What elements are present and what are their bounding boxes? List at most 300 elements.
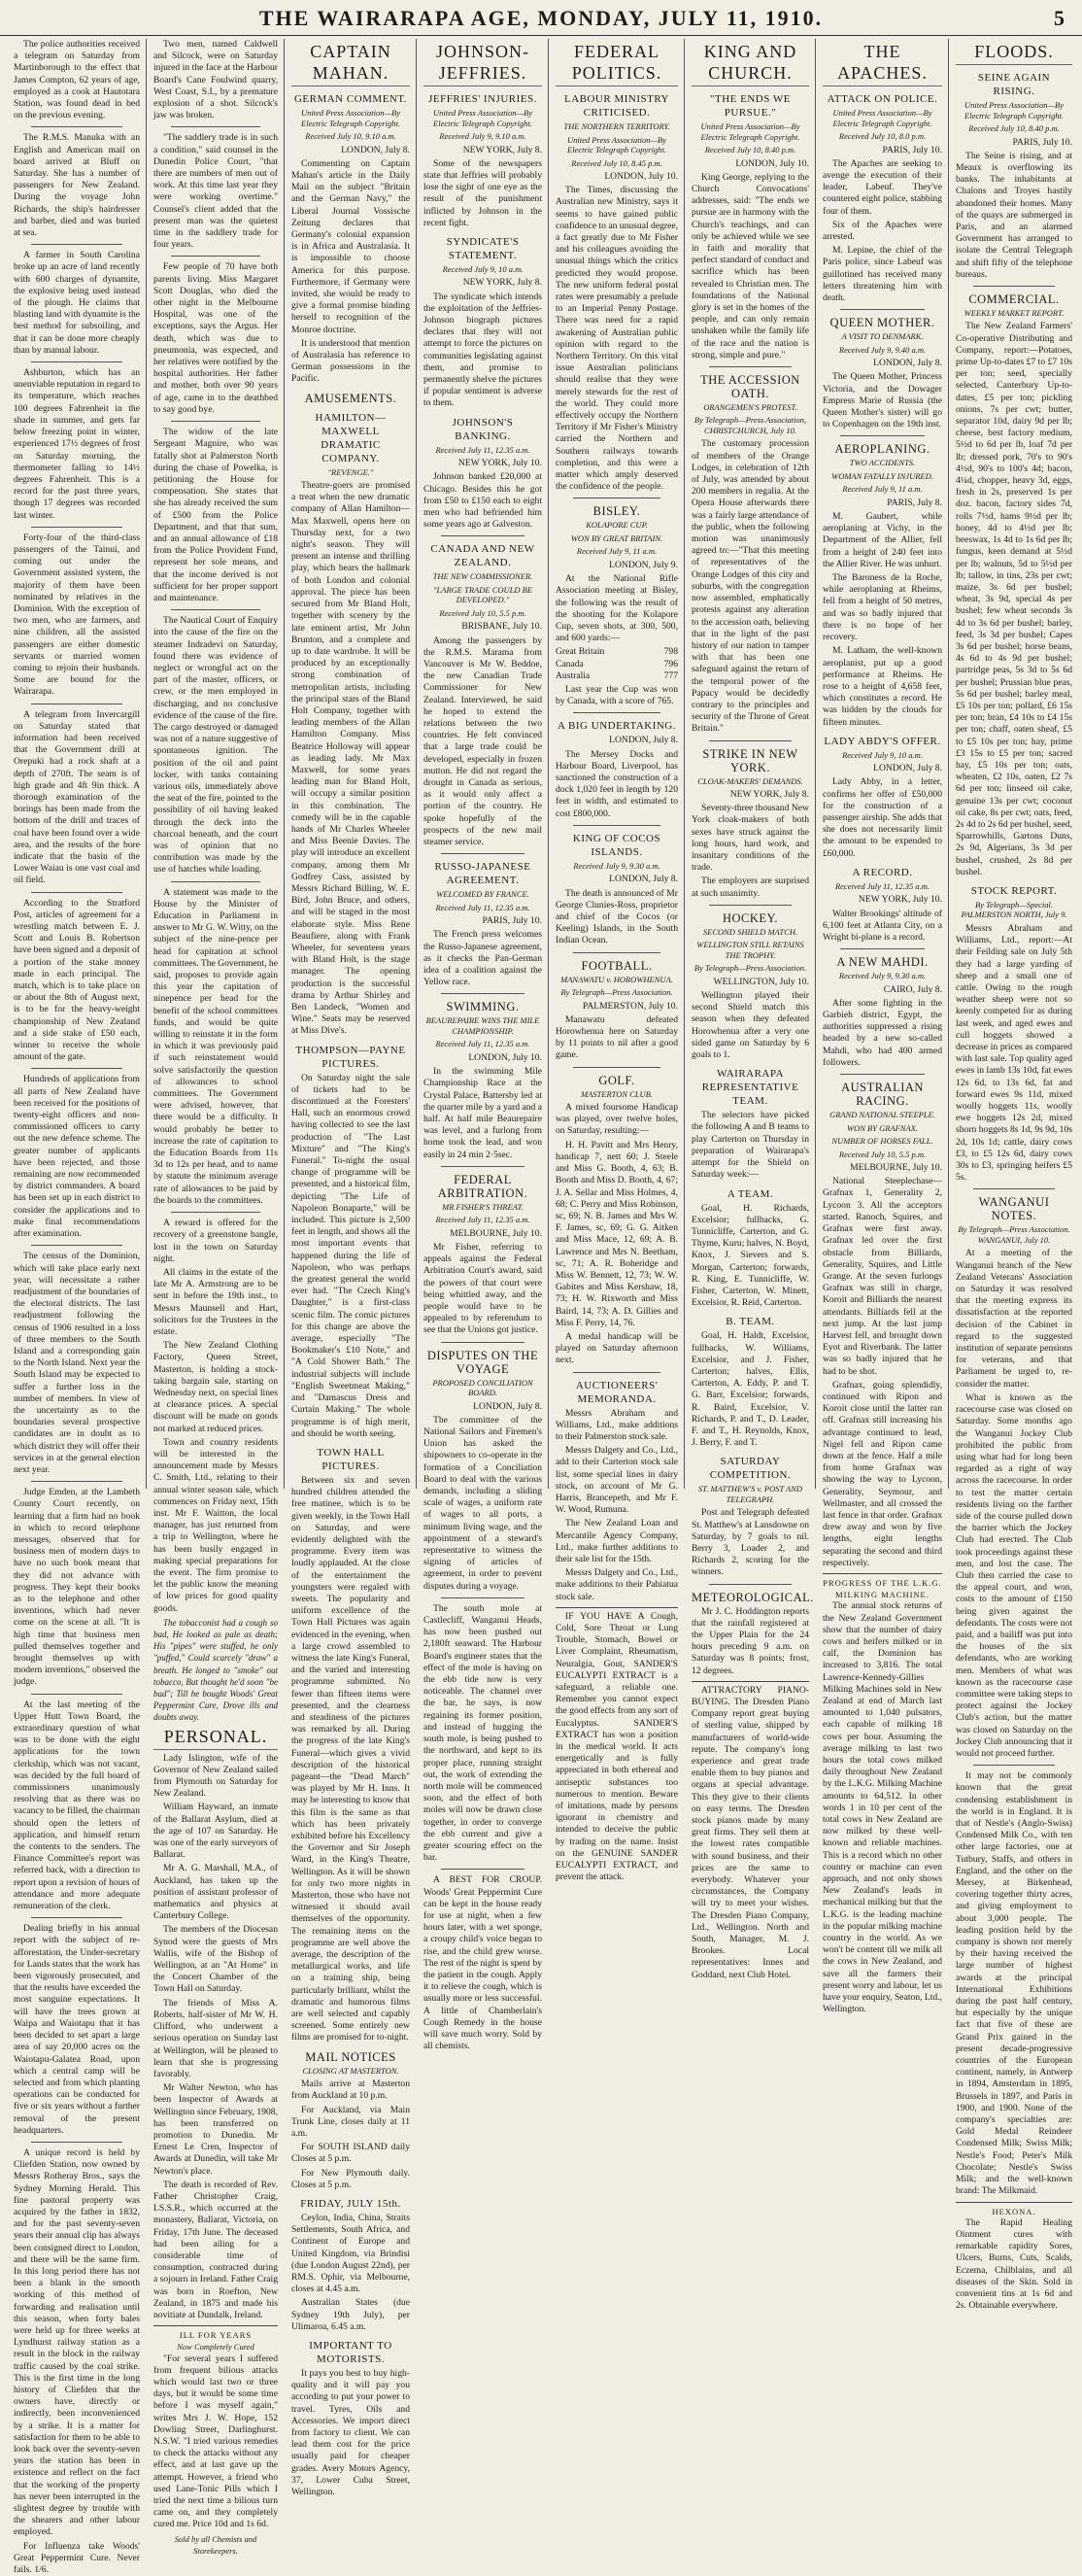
- article-headline: KING OF COCOS ISLANDS.: [572, 832, 661, 858]
- article-paragraph: Among the passengers by the R.M.S. Marama from Vancouver is Mr W. Beddoe, the new Canadian Trade Commissioner for New Zealand. Interviewed, he said he hoped to extend the relations between the two countries. He felt convinced that a large trade could be developed, especially in frozen mutton. He did not regard the drought in Canada as serious, as it would only affect a portion of the country. He spoke hopefully of the prospects of the new mail steamer service.: [423, 635, 542, 848]
- masthead-title: THE WAIRARAPA AGE, MONDAY, JULY 11, 1910.: [258, 6, 824, 30]
- received-time: Received July 9, 11 a.m.: [842, 484, 923, 495]
- column-2: [148, 39, 284, 2556]
- score-table: [556, 646, 678, 682]
- article-paragraph: It may not be commonly known that the great condensing establishment in the world is in England. It is that of Nestle's (Anglo-Swiss) Condensed Milk Co., with ten other large factories, one at Tutbury, Staffs, and others in England, and the other on the Mersey, at Birkenhead, covering together thirty acres, and giving employment to about 3,000 people. The leading position held by the company is shown not merely by their having received the large number of highest awards at the principal International Exhibitions during the past half century, but especially by the unique fact that five of these are Grand Prix gained in the present decade-progressive countries of the European continent, namely, in Antwerp in 1894, Amsterdam in 1895, Brussels in 1897, and Paris in 1900, and 1900. None of the company's specialties are: Gold Medal Reindeer Condensed Milk; Swiss Milk; Nestle's Food; Peter's Milk Chocolate; Nestle's Swiss Milk; and the well-known brand: The Milkmaid.: [956, 1770, 1072, 2197]
- divider: [573, 1372, 660, 1373]
- section-heading: FOOTBALL.: [581, 958, 653, 973]
- received-time: Received July 9, 9.30 a.m.: [573, 860, 660, 871]
- received-time: Received July 9, 10 a.m.: [842, 749, 923, 760]
- article-paragraph: Two men, named Caldwell and Silcock, were on Saturday injured in the face at the Harbour Board's Cane Foulwind quarry, West Coast, S.I., by a premature explosion of a shot. Silcock's jaw was broken.: [153, 39, 278, 121]
- article-paragraph: Mr Fisher, referring to appeals against the Federal Arbitration Court's award, said the powers of that court were being whittled away, and the people would have to be appealed to by referendum to see that the Unions got justice.: [423, 1241, 542, 1336]
- divider: [573, 952, 660, 953]
- verse-advertisement: The tobacconist had a cough so bad, He looked as pale as death; His "pipes" were stuffed, he only "puffed," Could scarcely "draw" a breath. He longed to "smoke" out tobacco, But thought he'd soon "be bad"; Till he bought Woods' Great Peppermint Cure, Drove ills and doubts away.: [153, 1617, 278, 1723]
- article-subheading: "THE ENDS WE PURSUE.": [710, 93, 791, 119]
- article-paragraph: The Mersey Docks and Harbour Board, Liverpool, has sanctioned the construction of a dock 1,020 feet in length by 120 feet in width, and estimated to cost £800,000.: [556, 748, 678, 819]
- article-paragraph: The Baroness de la Roche, while aeroplaning at Rheims, fell from a height of 50 metres, and was so badly injured that there is no hope of her recovery.: [823, 572, 942, 643]
- article-paragraph: The Nautical Court of Enquiry into the cause of the fire on the steamer Indradevi on Saturday, found there was evidence of neglect or wrongful act on the part of the master, officers, or crew, or the men employed in discharging, and no conclusive evidence of the cause of the fire. The cargo destroyed or damaged was not of a nature suggestive of spontaneous ignition. The position of the oil and paint locker, with tanks containing various oils, immediately above the seat of the fire, pointed to the possibility of oil having leaked through the deck into the charcoal beneath, and the court was of opinion that no contribution was made by the use of hatches while loading.: [153, 615, 278, 876]
- article-paragraph: M. Lepine, the chief of the Paris police, since Labeuf was guillotined has received many letters threatening him with death.: [823, 245, 942, 303]
- article-paragraph: In the swimming Mile Championship Race at the Crystal Palace, Battersby led at the quarter mile by a yard and a half. At half mile Beaurepaire was level, and a furlong from home took the lead, and won easily in 24 min 2·5sec.: [423, 1066, 542, 1160]
- article-headline: FEDERAL POLITICS.: [556, 41, 678, 86]
- article-paragraph: Grafnax, going splendidly, continued with Ripon and Koroit close until the latter ran off. Grafnax still increasing his advantage continued to lead, Nigel fell and Ripon came down at the fence. Half a mile from home Grafnax was showing the way to Lycoon, Generality, Seymour, and Wellmaster, and all crossed the last fence in that order. Grafnax drew away and won by five lengths, eight lengths separating the second and third respectively.: [823, 1379, 942, 1568]
- article-paragraph: Judge Emden, at the Lambeth County Court recently, on learning that a firm had no book in which to record telephone messages, observed that for business men of modern days to have no such book meant that they did not advance with progress. They kept their books as to the telephone and other inventions, which had never come on the scene at all. "It is high time that business men pulled themselves together and brought themselves up with modern inventions," observed the judge.: [14, 1487, 140, 1688]
- mail-notice: Ceylon, India, China, Straits Settlements, South Africa, and Continent of Europe and United Kingdom, via Brindisi (due London August 22nd), per RM.S. Ophir, via Melbourne, closes at 4.45 a.m.: [291, 2212, 410, 2295]
- received-time: Received July 9, 11 a.m.: [576, 546, 658, 557]
- advertisement-text: A BEST FOR CROUP. Woods' Great Peppermint Cure can be kept in the house ready for use at night, when a few hours later, with a wet sponge, a croupy child's voice began to rise, and the child grew worse. The rest of the night is spent by the patient in the cough. Apply it to relieve the cough, which is usually more or less successful. A little of Chamberlain's Cough Remedy in the house will save much worry. Sold by all chemists.: [423, 1874, 542, 2052]
- article-subheading: SYNDICATE'S STATEMENT.: [446, 235, 520, 261]
- advertisement: [692, 1681, 809, 1981]
- wire-credit: United Press Association—By Electric Telegraph Copyright.: [964, 100, 1064, 120]
- divider: [171, 1212, 260, 1213]
- divider: [573, 1067, 660, 1068]
- divider: [441, 993, 524, 994]
- article-paragraph: Theatre-goers are promised a treat when the new dramatic company of Allan Hamilton—Max Maxwell, opens here on Thursday next, for a two night's season. They will present an intense and thrilling play, which bears the hallmark of both London and colonial approval. The piece has been secured from Mr Bland Holt, together with scenery by the late eminent artist, Mr John Brunton, and a complete and up to date wardrobe. It will be produced by an exceptionally strong combination of metropolitan artists, including the principal stars of the Bland Holt Company, together with leading members of the Allan Hamilton Company. Miss Beatrice Holloway will appear as leading lady. Mr Max Maxwell, for some years leading man for Bland Holt, will occupy a similar position in this combination. The comedy will be in the capable hands of Mr Charles Wheeler and Miss Beenie Davies. The play will introduce an excellent company, among them Mr Godfrey Cass, assisted by Messrs Richard Billing, W. E. Bird, John Bruce, and others, and will be staged in the most elaborate style. Miss Rene Beaufiere, along with Frank Wheeler, for seventeen years with Bland Holt, is the stage manager. The opening production is the successful drama by Arthur Shirley and Ben Landeck, "Women and Wine." Seats may be reserved at Miss Dive's.: [291, 480, 410, 1037]
- dateline: LONDON, July 8.: [873, 763, 942, 774]
- team-name: Australia: [556, 670, 591, 681]
- article-paragraph: Manawatu defeated Horowhenua here on Saturday by 11 points to nil after a good game.: [556, 1013, 678, 1061]
- article-subheading: CLOAK-MAKERS' DEMANDS.: [697, 775, 803, 786]
- received-time: Received July 11, 12.35 a.m.: [435, 1215, 530, 1225]
- received-time: Received July 9, 10 a.m.: [442, 263, 524, 274]
- article-subheading: WAIRARAPA REPRESENTATIVE TEAM.: [701, 1068, 799, 1108]
- article-subheading: CLOSING AT MASTERTON.: [302, 2065, 399, 2076]
- article-headline: SWIMMING.: [446, 1000, 520, 1014]
- dateline: BRISBANE, July 10.: [461, 621, 542, 633]
- article-paragraph: M. Gaubert, while aeroplaning at Vichy, in the Department of the Allier, fell from a height of 240 feet into the Allier River. He was unhurt.: [823, 511, 942, 569]
- received-time: Received July 11, 12.35 a.m.: [435, 902, 530, 912]
- dateline: MELBOURNE, July 10.: [850, 1162, 942, 1174]
- advertisement-heading: ILL FOR YEARS: [179, 2330, 253, 2341]
- divider: [709, 1584, 792, 1585]
- dateline: NEW YORK, July 10.: [858, 894, 942, 906]
- divider: [31, 527, 122, 528]
- article-subheading: HAMILTON—MAXWELL DRAMATIC COMPANY.: [315, 411, 387, 464]
- dateline: LONDON, July 8.: [873, 358, 942, 369]
- divider: [31, 126, 122, 127]
- article-subheading: MANAWATU v. HOROWHENUA.: [560, 974, 673, 984]
- article-headline: WANGANUI NOTES.: [978, 1195, 1050, 1223]
- article-paragraph: All claims in the estate of the late Mr A. Armstrong are to be sent in before the 19th inst., to Messrs Maunsell and Hart, solicitors for the Trustees in the estate.: [153, 1266, 278, 1337]
- article-paragraph: On Saturday night the sale of tickets had to be discontinued at the Foresters' Hall, such an enormous crowd having collected to see the last production of "The Last Mixture" and "The King's Funeral." To-night the usual change of programme will be presented, and a historical film, depicting "The Life of Napoleon Bonaparte," will be included. This picture is 2,500 feet in length, and shows all the most important events that happened during the life of Napoleon, who was perhaps the greatest general the world ever had. "The Czech King's Daughter," is a first-class scenic film. The comic pictures for this change are above the average, especially "The Bookmaker's £10 Note," and "A Cold Shower Bath." The industrial subjects will include "English Sweetmeat Making," and "Damascus Dress and Curtain Making." The whole programme is of high merit, and should be worth seeing.: [291, 1072, 410, 1439]
- article-subheading: JEFFRIES' INJURIES.: [428, 93, 537, 105]
- article-subheading: TWO ACCIDENTS.: [849, 458, 916, 468]
- divider: [573, 825, 660, 826]
- article-headline: CANADA AND NEW ZEALAND.: [430, 543, 535, 569]
- received-time: Received July 11, 12.35 a.m.: [834, 880, 930, 891]
- advertisement-text: ATTRACTORY PIANO-BUYING. The Dresden Piano Company report great buying of sterling value, shipped by manufacturers of world-wide repute. The company's long experience and great trade enable them to buy pianos and organs at special advantage. This they give to their clients on easy terms. The Dresden stock pianos made by many great firms. They sell them at the lowest rates compatible with sound business, and their prices are the same to everybody. Whatever your circumstances, the Company will try to meet your wishes. The Dresden Piano Company, Ltd., Wellington. North and South, Manager, M. J. Brookes. Local representatives: Innes and Goddard, next Club Hotel.: [692, 1684, 809, 1980]
- dateline: LONDON, July 9.: [609, 559, 678, 570]
- article-paragraph: Six of the Apaches were arrested.: [823, 219, 942, 242]
- article-headline: CAPTAIN MAHAN.: [291, 41, 410, 86]
- article-subheading: JOHNSON'S BANKING.: [452, 416, 514, 442]
- article-subheading: THE NEW COMMISSIONER.: [432, 571, 533, 582]
- advertisement-text: It pays you best to buy high-quality and it will pay you according to put your power to travel. Tyres, Oils and Accessories. We import direct from factory to client. We can lead them cost for the price usually paid for cheaper grades. Avery Motors Agency, 37, Lower Cuba Street, Wellington.: [291, 2368, 410, 2498]
- article-paragraph: The customary procession of members of the Orange Lodges, in celebration of 12th of July, was attended by about 200 members in regalia. At the Opera House afterwards there was a fairly large attendance of the public, when the following motion was unanimously agreed to:—"That this meeting of representatives of the Orange Lodges of this city and suburbs, with the congregation now assembled, emphatically protests against any alteration to the accession oath, believing that in the light of the past history of our nation to tamper with that has been one safeguard against the return of the temporal power of the Papacy would be decidedly contrary to the principles and security of the Throne of Great Britain.": [692, 438, 809, 735]
- advertisement-heading: IMPORTANT TO MOTORISTS.: [309, 2340, 392, 2366]
- dateline: WELLINGTON, July 10.: [713, 976, 809, 987]
- article-paragraph: "The saddlery trade is in such a condition," said counsel in the Dunedin Police Court, "that there are numbers of men out of work. At this time last year they were working overtime." Counsel's client added that the present man was the quietest time in the saddlery trade for four years.: [153, 132, 278, 251]
- article-subheading: WON BY GRAFNAX.: [847, 1122, 918, 1133]
- article-paragraph: A mixed foursome Handicap was played, over twelve holes, on Saturday, resulting:—: [556, 1102, 678, 1137]
- column-rule: [684, 39, 685, 1489]
- divider: [973, 1765, 1055, 1766]
- mail-notice: Mails arrive at Masterton from Auckland at 10 p.m.: [291, 2078, 410, 2102]
- article-paragraph: A farmer in South Carolina broke up an acre of land recently with 600 charges of dynamite, the explosive being used instead of the plough. He claims that blasting land with dynamite is the best method for subsoiling, and that it can be done more cheaply than by manual labour.: [14, 250, 140, 356]
- article-paragraph: National Steeplechase—Grafnax 1, Generality 2, Lycoon 3. All the acceptors started. Ranoch, Squires, and Grafnax were first away. Grafnax led over the first obstacle from Billiards, Generality, Squires, and Little Grange. At the seven furlongs Grafnax was still in charge, Koroit and Billiards the nearest attendants. Billiards fell at the next jump. At the last jump Harvest fell, and brought down Eyot and Riverbank. The latter was so badly injured that he had to be shot.: [823, 1176, 942, 1377]
- divider: [441, 1342, 524, 1343]
- article-paragraph: Wellington played their second Shield match this season when they defeated Horowhenua after a very one sided game on Saturday by 6 goals to 1.: [692, 990, 809, 1061]
- article-paragraph: Ashburton, which has an unenviable reputation in regard to its temperature, which reaches 100 degrees Fahrenheit in the shade in summer, and gets far below freezing point in winter, experienced 17½ degrees of frost on Saturday morning, the thermometer falling to 14½ degrees Fahrenheit. This is a record for the past three years, though 17 degrees was recorded last winter.: [14, 367, 141, 521]
- article-paragraph: Between six and seven hundred children attended the free matinee, which is to be given weekly, in the Town Hall on Saturday, and were evidently delighted with the programme. Every item was loudly applauded. At the close of the entertainment the youngsters were regaled with sweets. The popularity and uniform excellence of the Town Hall Pictures was again evidenced in the evening, when a large crowd assembled to witness the late King's Funeral, and the varied and interesting programme submitted. No fewer than fifteen items were presented, and the clearness and steadiness of the pictures was remarked by all. During the progress of the late King's Funeral—which gives a vivid description of the historical pageant—the "Dead March" was played by Mr H. Inns. It may be interesting to know that this film is the same as that which has been privately exhibited before his Excellency the Governor and Sir Joseph Ward, in the King's Theatre, Wellington. As it will be shown for only two more nights in Masterton, those who have not witnessed it should avail themselves of the opportunity. The remaining items on the programme are well above the average, the description of the metallurgical works, and life on a training ship, being particularly brilliant, whilst the dramatic and humorous films are well selected and capably screened. Some entirely new films are promised for to-night.: [291, 1474, 410, 2044]
- divider: [31, 244, 122, 245]
- article-paragraph: Johnson banked £20,000 at Chicago. Besides this he got from £50 to £150 each to eight men who had befriended him some years ago at Galveston.: [423, 471, 542, 531]
- article-paragraph: King George, replying to the Church Convocations' addresses, said: "The ends we pursue are in harmony with the Church's teachings, and can only be achieved while we see in faith and morality that perfect standard of conduct and sacrifice which has been revealed to Christian men. The foundations of the National glory is set in the homes of the people, and can only remain unshaken while the family life of the race and the nation is strong, simple and pure.": [692, 171, 809, 361]
- article-paragraph: According to the Stratford Post, articles of agreement for a wrestling match between E. J. Scott and Louis B. Robertson have been signed and a deposit of a portion of the stake money made in each principal. The match, which is to take place on or about the 8th of August next, is to be for the heavy-weight championship of New Zealand and a side stake of £50 each, winner to receive the whole amount of the gate.: [14, 897, 140, 1063]
- divider: [31, 1694, 122, 1695]
- mail-notice: Australian States (due Sydney 19th July), per Ulimaroa, 6.45 a.m.: [291, 2297, 410, 2332]
- team-list: Goal, H. Richards, Excelsior; fullbacks, G. Tunnicliffe, Carterton, and G. Thyme, Kuru; halves, N. Boyd, Knox, J. Sievers and S. Morgan, Carterton; forwards, R. King, E. Tunnicliffe, W. Fisher, Carterton, W. Minett, Excelsior, R. Reid, Carterton.: [692, 1202, 809, 1309]
- divider: [171, 609, 260, 610]
- divider: [171, 881, 260, 882]
- divider: [973, 1188, 1055, 1189]
- received-time: Received July 10, 9.10 a.m.: [305, 131, 396, 141]
- wire-credit: By Telegraph—Press Association.: [693, 963, 807, 974]
- article-paragraph: Mr J. C. Hoddington reports that the rainfall registered at the Upper Plain for the 24 hours preceding 9 a.m. on Saturday was 8 points; frost, 12 degrees.: [692, 1605, 809, 1676]
- article-paragraph: Dealing briefly in his annual report with the subject of re-afforestation, the Under-secretary for Lands states that the work has been vigorously prosecuted, and that the results have exceeded the most sanguine expectations. It will have the trees grown at Waipa and Waiotapu that it has been decided to set apart a large area of say 20,000 acres on the Waiotapu-Galatea Road, upon which a central camp will be selected and from which planting operations can be conducted for five or six years without a further removal of the present headquarters.: [14, 1923, 140, 2136]
- article-subheading: THOMPSON—PAYNE PICTURES.: [295, 1044, 406, 1070]
- article-paragraph: The widow of the late Sergeant Magnire, who was fatally shot at Palmerston North during the chase of Powelka, is petitioning the House for compensation. She states that she has already received the sum of £500 from the Police Department, and that that sum, and an annual allowance of £18 from the Police Provident Fund, represent her sole means, and that the income derived is not sufficient for her proper support and maintenance.: [153, 427, 278, 603]
- article-subheading: GRAND NATIONAL STEEPLE.: [829, 1110, 935, 1120]
- article-subheading: KOLAPORE CUP.: [586, 520, 648, 531]
- dateline: NEW YORK, July 8.: [462, 277, 542, 289]
- column-rule: [416, 39, 417, 1489]
- article-paragraph: Walter Brookings' altitude of 6,100 feet at Atlanta City, on a Wright bi-plane is a record.: [823, 908, 942, 943]
- article-paragraph: At the National Rifle Association meeting at Bisley, the following was the result of the shooting for the Kolapore Cup, seven shots, at 300, 500, and 600 yards:—: [556, 573, 678, 644]
- article-paragraph: Seventy-three thousand New York cloak-makers of both sexes have struck against the long hours, hard work, and insanitary conditions of the trade.: [692, 803, 809, 874]
- advertisement: [153, 2325, 278, 2557]
- article-paragraph: A telegram from Invercargill on Saturday stated that information had been received that the Government drill at Orepuki had a rock shaft at a depth of 270ft. The seam is of high grade and 4ft 9in thick. A thorough examination of the borings has been made from the bottom of the drill and traces of coal have been found over a wide area, and the results of the bore indicate that the basin of the Lower Waiau is one vast coal and oil field.: [14, 708, 140, 886]
- divider: [840, 309, 925, 310]
- article-subheading: WOMAN FATALLY INJURED.: [831, 470, 933, 481]
- column-1: [8, 39, 146, 2576]
- article-paragraph: The committee of the National Sailors and Firemen's Union has asked the shipowners to co-operate in the formation of a Conciliation Board to deal with the various demands, including a sliding scale of wages, a uniform rate of wages to all ports, a minimum living wage, and the appointment of a steward's representative to witness the signing of articles of agreement, in order to prevent disputes during a voyage.: [423, 1414, 542, 1592]
- article-subheading: TOWN HALL PICTURES.: [317, 1446, 385, 1472]
- dateline: LONDON, July 10.: [735, 157, 809, 169]
- article-paragraph: Post and Telegraph defeated St. Matthew's at Lansdowne on Saturday, by 7 goals to nil. Berry 3, Loader 2, and Richards 2, scoring for the winners.: [692, 1507, 809, 1578]
- article-paragraph: It is understood that mention of Australasia has reference to German possessions in the Pacific.: [291, 337, 410, 385]
- article-paragraph: Town and country residents will be interested in the announcement made by Messrs C. Smith, Ltd., relating to their annual winter season sale, which commences on Friday next, 15th inst. Mr F. Waitton, the local manager, has just returned from a trip to Wellington, where he has been busily engaged in making special preparations for the event. The firm promise to let the public know the meaning of low prices for good quality goods.: [153, 1436, 278, 1614]
- divider: [31, 892, 122, 893]
- article-subheading: "LARGE TRADE COULD BE DEVELOPED.": [432, 584, 533, 605]
- table-row: [556, 670, 678, 682]
- team-list: Goal, H. Haldt, Excelsior, fullbacks, W. Williams, Excelsior, and J. Fisher, Carterton; halves, Ellis, Carterton, A. Eddy, P. and T. G. Barr, Excelsior; forwards, R. Baird, Excelsior, V. Richards, P. and T., D. Leader, F. and T., H. Reynolds, Knox, J. Berry, F. and T.: [692, 1330, 809, 1449]
- article-subheading: ST. MATTHEW'S v. POST AND TELEGRAPH.: [697, 1484, 803, 1504]
- article-paragraph: The census of the Dominion, which will take place early next year, will necessitate a rather readjustment of the boundaries of the electoral districts. The last readjustment following the census of 1906 resulted in a loss of three members to the South Island and a corresponding gain to the North Island. Next year the South Island may be expected to suffer a further loss in the number of members. In view of the uncertainty as to the boundaries several prospective candidates are in doubt as to which district they will offer their services in at the general election next year.: [14, 1251, 140, 1475]
- advertisement-text: IF YOU HAVE A Cough, Cold, Sore Throat or Lung Trouble, Stomach, Bowel or Liver Complaint, Rheumatism, Neuralgia, Gout, SANDER'S EUCALYPTI EXTRACT is a safeguard, a reliable one. Remember you cannot expect the good effects from any sort of Eucalyptus. SANDER'S EXTRACT has won a position in the medical world. It acts energetically and is fully appreciated in both ethereal and antiseptic substances too numerous to mention. Beware of imitations, made by persons ignorant in chemistry and intended to deceive the public by trading on the name. Insist on the GENUINE SANDER EUCALYPTI EXTRACT, and prevent the attack.: [556, 1610, 678, 1883]
- advertisement: [823, 1573, 942, 2016]
- article-paragraph: The south mole at Castlecliff, Wanganui Heads, has now been pushed out 2,180ft seaward. The Harbour Board's engineer states that the effect of the mole is having on the ebb tide now is very noticeable. The channel over the bar, he says, is now regaining its former position, and instead of hugging the south mole, is being pushed to the northward, and kept to its proper place, running straight out, the work of extending the north mole will be commenced soon, and the effect of both moles will now be drawn close together, in order to converge the ebb current and give a greater scouring effect on the bar.: [423, 1602, 542, 1864]
- market-report: Messrs Abraham and Williams, Ltd., report:—At their Feilding sale on July 5th they had a large yarding of sheep and a small one of cattle. Owing to the rough weather sheep were not so keenly competed for as during last week, and aged ewes and cull hoggets showed a decrease in prices as compared with last sale. Top quality aged ewes in lamb 13s 10d, fat ewes 12s 6d, to 13s 6d, fat and forward ewes 9s 11d, mixed woolly hoggets 11s, woolly ewe hoggets 12s 2d, mixed shorn hoggets 8s 1d, 9s 9d, 10s 2d, 10s 1d; cattle, dairy cows £3, to £5 12s 6d, dairy cows 30s to £3, springing heifers £5 5s.: [956, 922, 1072, 1184]
- article-subheading: SECOND SHIELD MATCH.: [702, 926, 798, 937]
- divider: [840, 435, 925, 436]
- article-paragraph: The New Zealand Clothing Factory, Queen Street, Masterton, is holding a stock-taking bargain sale, starting on Wednesday next, on special lines at clearance prices. A special discount will be made on goods not marked at reduced prices.: [153, 1340, 278, 1434]
- divider: [31, 1245, 122, 1246]
- received-time: Received July 10, 8.45 p.m.: [571, 157, 662, 168]
- article-paragraph: The Seine is rising, and at Meaux is overflowing its banks. The inhabitants at Chalons and Troyes hastily abandoned their homes. Many of the quays are submerged in Paris, and an alarmed Government has arranged to isolate the Central Telegraph and shift fifty of the telephone bureaus.: [956, 150, 1072, 280]
- article-headline: FLOODS.: [956, 41, 1072, 65]
- article-subheading: B. TEAM.: [726, 1316, 775, 1328]
- article-paragraph: Some of the newspapers state that Jeffries will probably lose the sight of one eye as the result of the punishment inflicted by Johnson in the recent fight.: [423, 157, 542, 228]
- article-paragraph: Messrs Abraham and Williams, Ltd., make additions to their Palmerston stock sale.: [556, 1407, 678, 1442]
- article-subheading: WEEKLY MARKET REPORT.: [964, 307, 1065, 318]
- article-paragraph: A reward is offered for the recovery of a greenstone bangle, lost in the town on Saturday night.: [153, 1218, 278, 1264]
- received-time: Received July 10, 5.5 p.m.: [838, 1149, 927, 1159]
- divider: [171, 256, 260, 257]
- received-time: Received July 10, 5.5 p.m.: [439, 607, 526, 618]
- article-paragraph: Messrs Dalgety and Co., Ltd., make additions to their Pahiatua stock sale.: [556, 1567, 678, 1602]
- article-headline: JOHNSON-JEFFRIES.: [423, 41, 542, 86]
- divider: [31, 361, 122, 362]
- market-report: The New Zealand Farmers' Co-operative Distributing and Company, report:—Potatoes, prime Up-to-dates £7 to £7 10s per ton; seed, specially selected, Canterbury Up-to-dates, £5 per ton; pickling onions, 7s per cwt; butter, separator 10d, dairy 9d per lb; cheese, best factory medium, 5½d to 6d per lb, loaf 7d per lb; dressed pork, 70's to 90's 4½d, 90's to 100's 4d; bacon, 4¼d, chopper, heavy 3d, eggs, fresh in 2s, preserved 1s per doz. bacon, factory sides 7d, rolls 7½d, hams 9½d per lb; honey, 4d to 4½d per lb; beeswax, 1s 4d to 1s 6d per lb; fungus, keen demand at 5½d per lb; walnuts, 5d to 5½d per lb; tallow, in tins, 23s per cwt; maize, 3s 6d per bushel; wheat, 3s 9d, special 4s per bushel; few wheat seconds 3s 4d to 3s 6d per bushel; barley, feed, 3s 3d per bushel; Capes 3s 6d per bushel; horse beans, 4s 6d to 4s 9d per bushel; partridge peas, 5s 3d to 5s 6d per bushel; Prussian blue peas, 5s 6d per bushel; barley meal, £5 10s per ton; pollard, £6 15s per ton; bran, £4 10s to £4 15s per ton; chaff, oaten sheaf, £5 to £5 10s per ton; hay, prime £3 15s to £5 per ton; sacred hay, £5 10s per ton; oats, wheaten, £2 10s, oaten, £2 7s 6d per ton; linseed oil cake, genuine 13s per cwt; coconut oil cake, 8s per cwt; oats, feed, 2s 4d to 2s 6d per bushel, seed, Sparrowhills, Gartons Duns, 2s 9d, Algerians, 3s 3d per bushel, crushed, 2s 8d per bushel.: [956, 321, 1072, 877]
- column-rule: [948, 39, 949, 1489]
- divider: [973, 286, 1055, 287]
- divider: [31, 1481, 122, 1482]
- received-time: Received July 10, 8.40 p.m.: [968, 123, 1060, 133]
- column-3: [286, 39, 416, 2498]
- dateline: PARIS, July 10.: [1012, 136, 1072, 148]
- dateline: NEW YORK, July 8.: [729, 789, 809, 801]
- article-paragraph: Commenting on Captain Mahan's article in the Daily Mail on the subject "Britain and the German Navy," the Liberal Journal Vossische Zeitung declares that Germany's colonial expansion is in Africa and Australasia. It is impossible to choose America for this purpose. Furthermore, if Germany were invited, she would be ready to give a formal promise binding herself to recognition of the Monroe doctrine.: [291, 157, 410, 335]
- team-name: Great Britain: [556, 646, 605, 658]
- divider: [840, 948, 925, 949]
- wire-credit: United Press Association—By Electric Telegraph Copyright.: [301, 108, 400, 128]
- advertisement-subheading: Now Completely Cured: [177, 2342, 254, 2353]
- dateline: LONDON, July 8.: [473, 1400, 542, 1412]
- section-heading: AMUSEMENTS.: [304, 391, 397, 405]
- article-subheading: WON BY GREAT BRITAIN.: [570, 532, 663, 543]
- column-rule: [548, 39, 549, 1489]
- team-score: 798: [663, 646, 678, 658]
- divider: [31, 1068, 122, 1069]
- section-heading: HOCKEY.: [722, 910, 779, 925]
- article-headline: BISLEY.: [592, 504, 641, 519]
- article-paragraph: The police authorities received a telegram on Saturday from Martinborough to the effect that James Compton, 62 years of age, employed as a cook at Hautotara Station, was found dead in bed on the previous evening.: [14, 39, 140, 121]
- personal-item: Lady Islington, wife of the Governor of New Zealand sailed from Plymouth on Saturday for New Zealand.: [153, 1752, 278, 1800]
- article-subheading: LADY ABDY'S OFFER.: [824, 735, 941, 747]
- mail-notice: For New Plymouth daily. Closes at 5 p.m.: [291, 2167, 410, 2190]
- wire-credit: United Press Association—By Electric Telegraph Copyright.: [567, 134, 666, 155]
- article-headline: FEDERAL ARBITRATION.: [437, 1172, 528, 1200]
- article-subheading: PROPOSED CONCILIATION BOARD.: [432, 1377, 533, 1398]
- article-subheading: A RECORD.: [852, 866, 913, 878]
- divider: [31, 2142, 122, 2143]
- article-subheading: SATURDAY COMPETITION.: [709, 1456, 792, 1482]
- article-paragraph: A unique record is held by Cliefden Station, now owned by Messrs Rotheray Bros., says the Sydney Morning Herald. This fine pastoral property was acquired by the father in 1832, and for the past seventy-seven years their annual clip has always been consigned direct to London, and there will be the same firm. In this long period there has not been a blank in the smooth working of this method of forwarding and realisation until this season, when forty bales were held up for three weeks at Lyndhurst railway station as a result in the block in the railway traffic caused by the coal strike. This is the first time in the long history of Cliefden that the owners have, directly or indirectly, been inconvenienced by a strike. It is a matter for satisfaction for them to be able to look back over the seventy-seven years the station has been in existence and reflect on the fact that the working of the property has never been interrupted in the slightest degree by trouble with the shearers and other labour employed.: [14, 2147, 140, 2538]
- article-paragraph: The employers are surprised at such unanimity.: [692, 876, 809, 899]
- article-headline: THE APACHES.: [823, 41, 942, 86]
- article-paragraph: At a meeting of the Wanganui branch of the New Zealand Veterans' Association on Saturday it was resolved that the meeting express its dissatisfaction at the reported decision of the Cabinet in regard to the suggested institution of separate pensions for veterans, and that Parliament be urged to, re-consider the matter.: [956, 1248, 1072, 1390]
- article-paragraph: What is known as the racecourse case was closed on Saturday. Some months ago the Wanganui Jockey Club prohibited the public from using what had for long been regarded as a right of way across the racecourse. In order to test the matter certain residents living on the farther side of the course pulled down the barrier which the Jockey Club had erected. The Club took proceedings against these men, and lost the case. The Club then carried the case to the appeal court, and won, costs to the amount of £150 being given against the defendants. The costs were not paid, and a bailiff was put into the houses of the six defendants, who are working men. Members of what was known as the racecourse case committee were taking steps to protect against the Jockey Club's action, but the matter was closed on Saturday on the Jockey Club announcing that it would not proceed further.: [956, 1391, 1072, 1759]
- article-headline: DISPUTES ON THE VOYAGE: [426, 1348, 539, 1376]
- article-headline: A NEW MAHDI.: [836, 955, 929, 970]
- dateline: LONDON, July 10.: [468, 1051, 542, 1063]
- wire-credit: By Telegraph—Press Association.: [560, 987, 673, 998]
- personal-item: The friends of Miss A. Roberts, half-sister of Mr W. H. Clifford, who underwent a serious operation on Sunday last at Wellington, will be pleased to learn that she is progressing favorably.: [153, 1997, 278, 2079]
- divider: [441, 1166, 524, 1167]
- divider: [840, 1074, 925, 1075]
- dateline: PARIS, July 10.: [482, 915, 542, 927]
- article-headline: STRIKE IN NEW YORK.: [702, 746, 798, 774]
- article-subheading: GERMAN COMMENT.: [293, 93, 408, 105]
- received-time: Received July 9, 9.10 a.m.: [439, 131, 526, 141]
- divider: [171, 126, 260, 127]
- mail-notice: For Auckland, via Main Trunk Line, closes daily at 11 a.m.: [291, 2104, 410, 2139]
- section-heading: GOLF.: [598, 1073, 635, 1087]
- advertisement-text: The Rapid Healing Ointment cures with remarkable rapidity Sores, Ulcers, Burns, Cuts, Scalds, Eczema, Chilblains, and all diseases of the Skin. Sold in convenient tins at 1s 6d and 2s. Obtainable everywhere.: [956, 2216, 1072, 2312]
- divider: [573, 712, 660, 713]
- column-rule: [284, 39, 285, 1489]
- advertisement: [556, 1607, 678, 1884]
- dateline: NEW YORK, July 10.: [457, 458, 542, 469]
- advertisement-line: For Influenza take Woods' Great Peppermint Cure. Never fails. 1/6.: [14, 2540, 140, 2576]
- mail-notice: For SOUTH ISLAND daily Closes at 5 p.m.: [291, 2142, 410, 2165]
- divider: [441, 853, 524, 854]
- article-paragraph: The R.M.S. Manuka with an English and American mail on board arrived at Bluff on Saturday. She has a number of passengers for New Zealand. During the voyage John Richards, the ship's hairdresser and barber, died and was buried at sea.: [14, 132, 140, 239]
- advertisement-text: "For several years I suffered from frequent bilious attacks which would last two or three days, but it would be some time before I was myself again," writes Mrs J. W. Hope, 152 Dowling Street, Darlinghurst. N.S.W. "I tried various remedies to check the attacks without any effect, and at last gave up the attempt. However, a friend who used Lane-Tonic Pills which I tried the next time a bilious turn came on, and they completely cured me. Price 10d and 1s 6d.: [153, 2353, 278, 2530]
- article-paragraph: A medal handicap will be played on Saturday afternoon next.: [556, 1330, 678, 1366]
- article-paragraph: H. H. Pavitt and Mrs Henry, handicap 7, nett 60; J. Steele and Miss G. Booth, 4, 63; B. Booth and Miss D. Booth, 4, 67; J. A. Sellar and Miss Holmes, 4, 68; C. Perry and Miss Robinson, sc, 69; N. B. James and Mrs W. F. James, sc, 69; G. G. Aitken and Miss Mace, 12, 69; A. B. Lawrence and Mrs N. Beetham, sc, 71; A. R. Boheridge and Miss W. Bennett, 12, 73; W. W. Gabites and Miss Kershaw, 18, 73; H. W. Rixworth and Miss Baird, 14, 73; A. D. Gillies and Miss F. Perry, 14, 76.: [556, 1139, 678, 1328]
- dateline: LONDON, July 8.: [609, 735, 678, 746]
- section-heading: AUCTIONEERS' MEMORANDA.: [575, 1379, 659, 1405]
- divider: [31, 1917, 122, 1918]
- article-headline: THE ACCESSION OATH.: [700, 372, 800, 400]
- article-headline: AEROPLANING.: [834, 442, 930, 457]
- divider: [709, 366, 792, 367]
- dateline: LONDON, July 8.: [341, 144, 410, 155]
- personal-item: The death is recorded of Rev. Father Christopher Craig, LS.S.R., which occurred at the monastery, Ballarat, Victoria, on Friday, 17th June. The deceased had been ailing for a considerable time of consumption, contracted during a sojourn in Ireland. Father Craig was born in Roefton, New Zealand, in 1875 and made his novitiate at Dundalk, Ireland.: [153, 2179, 278, 2320]
- personal-item: Mr Walter Newton, who has been Inspector of Awards at Wellington since February, 1908, has been transferred on promotion to Dunedin. Mr Ernest Le Cren, Inspector of Awards at Dunedin, will take Mr Newton's place.: [153, 2082, 278, 2177]
- team-name: Canada: [556, 658, 584, 670]
- article-headline: QUEEN MOTHER.: [829, 316, 935, 330]
- article-subheading: MASTERTON CLUB.: [581, 1088, 653, 1099]
- section-heading: PERSONAL.: [153, 1726, 278, 1750]
- article-subheading: FRIDAY, JULY 15th.: [300, 2197, 401, 2210]
- personal-item: William Hayward, an inmate of the Ballarat Asylum, died at the age of 107 on Saturday. He was one of the early surveyors of Ballarat.: [153, 1802, 278, 1861]
- article-paragraph: Few people of 70 have both parents living. Miss Margaret Scott Douglas, who died the other night in the Melbourne Hospital, was one of the exceptions, says the Argus. Her death, which was due to pneumonia, was expected, and her relatives were notified by the hospital authorities. Her father and mother, both over 90 years of age, came in to the deathbed to say good bye.: [153, 261, 278, 415]
- column-4: [418, 39, 548, 2052]
- table-row: [556, 659, 678, 670]
- table-row: [556, 646, 678, 658]
- article-paragraph: A statement was made to the House by the Minister of Education in Parliament in answer to Mr G. W. Witty, on the subject of the nine-pence per head for capitation at school committees. The Government, he said, proposes to provide again this year the capitation of ninepence per head for the benefit of the school committees funds, and would be quite willing to reinstate it in the form in which it was previously paid if such reinstatement would solve satisfactorily the question of allowances to school committees. The Government were advised, however, that there would be a difficulty. It would probably be better to increase the rate of capitation to the Education Boards from 11s 3d to 12s per head, and to name by statute the minimum average rate of allowances to be paid by the boards to the committees.: [153, 886, 278, 1206]
- advertisement-heading: HEXONA.: [992, 2206, 1036, 2216]
- advertisement: [956, 2202, 1072, 2313]
- article-subheading: STOCK REPORT.: [970, 884, 1058, 897]
- article-paragraph: The Times, discussing the Australian new Ministry, says it seems to have gained public confidence to an unusual degree, a fact greatly due to Mr Fisher and his colleagues avoiding the unusual things which the critics predicted they would propose. The new uniform federal postal rates were presumably a prelude to an Imperial Penny Postage. There was need for a rapid awakening of Australian public opinion with regard to the Northern Territory. On this vital issue Australian politicians should realise that they were merely stewards for the rest of the world. They could more effectively occupy the Northern Territory if Mr Fisher's Ministry carried the Northern and Southern railways towards completion, and this were a matter which amply deserved the confidence of the people.: [556, 185, 678, 493]
- received-time: Received July 9, 9.30 a.m.: [838, 971, 927, 981]
- dateline: PALMERSTON, July 10.: [582, 1000, 678, 1012]
- personal-item: Mr A. G. Marshall, M.A., of Auckland, has taken up the position of assistant professor of mathematics and physics at Canterbury College.: [153, 1863, 278, 1922]
- article-paragraph: After some fighting in the Garbieh district, Egypt, the authorities suppressed a rising headed by a new so-called Mahdi, who had 400 armed followers.: [823, 997, 942, 1068]
- dateline: LONDON, July 10.: [604, 171, 678, 182]
- advertisement-footer: Sold by all Chemists and Storekeepers.: [174, 2533, 257, 2556]
- personal-item: The members of the Diocesan Synod were the guests of Mrs Wallis, wife of the Bishop of Wellington, at an "At Home" in the Concert Chamber of the Town Hall on Saturday.: [153, 1924, 278, 1995]
- article-paragraph: The Apaches are seeking to avenge the execution of their leader, Labeuf. They've countered eight police, stabbing four of them.: [823, 157, 942, 217]
- article-subheading: MR FISHER'S THREAT.: [442, 1201, 524, 1212]
- article-subheading: THE NORTHERN TERRITORY.: [563, 121, 670, 131]
- column-8: [950, 39, 1078, 2312]
- divider: [441, 1869, 524, 1870]
- article-headline: A BIG UNDERTAKING.: [557, 720, 677, 733]
- page-number: 5: [1054, 6, 1065, 30]
- article-paragraph: Forty-four of the third-class passengers of the Tainui, and coming out under the Government assisted system, the majority of them have been nominated by relatives in the Dominion. With the exception of two men, who are farmers, and nine children, all the assisted passengers are either domestic servants or married women coming to rejoin their husbands. Some are bound for the Wairarapa.: [14, 532, 140, 698]
- divider: [441, 535, 524, 536]
- column-rule: [815, 39, 816, 1489]
- wire-credit: United Press Association—By Electric Telegraph Copyright.: [700, 121, 800, 142]
- article-subheading: BEAUREPAIRE WINS THE MILE CHAMPIONSHIP.: [425, 1015, 540, 1036]
- advertisement-heading: PROGRESS OF THE L.K.G. MILKING MACHINE.: [823, 1577, 942, 1600]
- received-time: Received July 11, 12.35 a.m.: [435, 444, 530, 455]
- article-subheading: ATTACK ON POLICE.: [827, 93, 938, 105]
- column-6: [686, 39, 815, 1980]
- received-time: Received July 10, 8.40 p.m.: [704, 145, 796, 155]
- article-subheading: SEINE AGAIN RISING.: [977, 72, 1051, 97]
- article-paragraph: The Queen Mother, Princess Victoria, and the Dowager Empress Marie of Russia (the Queen Mother's sister) will go to Copenhagen on the 19th inst.: [823, 371, 942, 430]
- article-paragraph: Hundreds of applications from all parts of New Zealand have been received for the positions of twenty-eight officers and non-commissioned officers to carry out the new defence scheme. The greater number of applicants have been rejected, and those remaining are now recommended by district commanders. A board has been set up in each district to consider the applications and to make final recommendations after examination.: [14, 1074, 140, 1240]
- divider: [709, 740, 792, 741]
- article-paragraph: At the last meeting of the Upper Hutt Town Board, the extraordinary question of what was to be done with the eight applications for the town clerkship, which was not vacant, was decided by the full board of commissioners unanimously resolving that as there was no vacancy to be filled, the chairman should open the letters of application, and himself return the contents to the senders. The Finance Committee's report was referred back, with a direction to report upon a revision of hours of attendance and more adequate remuneration of the clerk.: [14, 1699, 140, 1912]
- article-subheading: LABOUR MINISTRY CRITICISED.: [563, 93, 670, 119]
- team-score: 777: [663, 670, 678, 681]
- article-subheading: NUMBER OF HORSES FALL.: [831, 1136, 933, 1147]
- article-subheading: A VISIT TO DENMARK.: [841, 331, 924, 342]
- wire-credit: United Press Association—By Electric Telegraph Copyright.: [433, 108, 532, 128]
- advertisement-text: The annual stock returns of the New Zealand Government show that the number of dairy cows and heifers milked or in calf, the Dominion has increased to 3,816. The total Lawrence-Kennedy-Gillies Milking Machines sold in New Zealand at end of March last amounted to 1,040 pulsators, each capable of milking 18 cows per hour. Assuming the average milking to last two hours the total cows milked daily throughout New Zealand by the L.K.G. Milking Machine amounts to 64,512. In other words 1 in 10 per cent of the total cows in New Zealand are now milked by these well-known and reliable machines. This is a record which no other country or machine can even approach, and not only shows New Zealand's leads in mechanical milking but that the L.K.G. is the leading machine in the popular milking machine country in the world. As we won't be content till we milk all the cows in New Zealand, and save all the farmers their present worry and labour, let us have your enquiry, Seaton, Ltd., Wellington.: [823, 1600, 942, 2015]
- wire-credit: By Telegraph—Press Association, CHRISTCHURCH, July 10.: [693, 415, 807, 435]
- dateline: NEW YORK, July 8.: [462, 144, 542, 155]
- article-paragraph: The New Zealand Loan and Mercantile Agency Company, Ltd., make further additions to their sale list for the 15th.: [556, 1518, 678, 1564]
- divider: [709, 905, 792, 906]
- section-heading: COMMERCIAL.: [968, 292, 1060, 306]
- article-paragraph: The death is announced of Mr George Clunies-Ross, proprietor and chief of the Cocos (or Keeling) Islands, in the South Indian Ocean.: [556, 887, 678, 946]
- section-heading: METEOROLOGICAL.: [692, 1590, 814, 1604]
- article-headline: KING AND CHURCH.: [692, 41, 809, 86]
- received-time: Received July 11, 12.35 a.m.: [435, 1039, 530, 1049]
- received-time: Received July 9, 9.40 a.m.: [838, 344, 927, 355]
- article-paragraph: Messrs Dalgety and Co., Ltd., add to their Carterton stock sale list, some special lines in dairy stock, on account of Mr G. Harris, Brancepeth, and Mr F. W. Wood, Rumuna.: [556, 1445, 678, 1516]
- article-subheading: WELLINGTON STILL RETAINS THE TROPHY.: [696, 940, 804, 960]
- article-paragraph: The French press welcomes the Russo-Japanese agreement, as it checks the Pan-German idea of a coalition against the Yellow race.: [423, 929, 542, 988]
- received-time: Received July 10, 8.0 p.m.: [838, 131, 927, 141]
- team-score: 796: [663, 658, 678, 670]
- column-7: [817, 39, 948, 2015]
- article-headline: RUSSO-JAPANESE AGREEMENT.: [434, 861, 531, 887]
- wire-credit: By Telegraph—Special. PALMERSTON NORTH, July 9.: [961, 899, 1067, 920]
- column-rule: [146, 39, 147, 1489]
- dateline: MELBOURNE, July 10.: [450, 1227, 542, 1239]
- article-paragraph: M. Latham, the well-known aeroplanist, put up a good performance at Rheims. He rose to a height of 4,658 feet, which constitutes a record. He was hidden by the clouds for fifteen minutes.: [823, 645, 942, 728]
- article-subheading: WELCOMED BY FRANCE.: [436, 889, 529, 900]
- article-paragraph: Last year the Cup was won by Canada, with a score of 765.: [556, 684, 678, 707]
- article-paragraph: The syndicate which intends the exploitation of the Jeffries-Johnson biograph pictures declares that they will not attempt to force the pictures on communities legislating against them, and promise to permanently shelve the pictures if popular sentiment is adverse to them.: [423, 291, 542, 409]
- article-subheading: A TEAM.: [727, 1187, 774, 1200]
- wire-credit: By Telegraph—Press Association. WANGANUI, July 10.: [958, 1224, 1070, 1245]
- divider: [171, 421, 260, 422]
- masthead: [0, 0, 1082, 36]
- dateline: PARIS, July 10.: [882, 144, 942, 155]
- dateline: PARIS, July 8.: [887, 497, 942, 508]
- dateline: LONDON, July 8.: [609, 874, 678, 885]
- wire-credit: United Press Association—By Electric Telegraph Copyright.: [832, 108, 932, 128]
